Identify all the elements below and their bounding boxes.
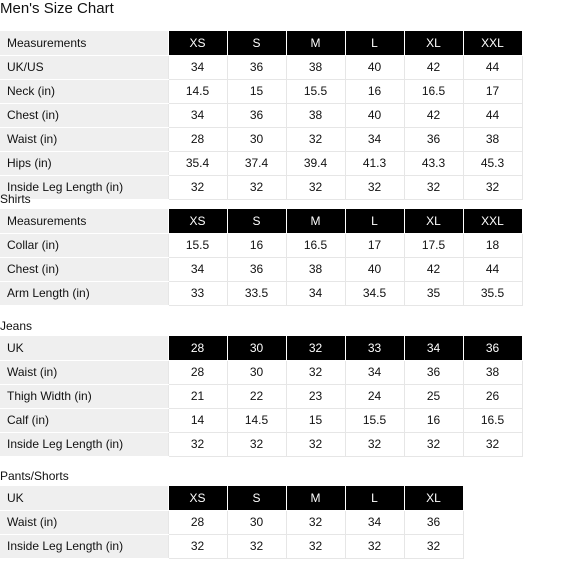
size-header: M [286, 209, 345, 233]
size-header: XS [168, 209, 227, 233]
size-header: XL [404, 209, 463, 233]
table-cell: 32 [227, 432, 286, 456]
header-label: Measurements [0, 209, 168, 233]
table-cell: 40 [345, 257, 404, 281]
table-row [0, 233, 522, 257]
size-header: L [345, 31, 404, 55]
table-cell: 32 [286, 432, 345, 456]
row-label: Inside Leg Length (in) [0, 432, 168, 456]
table-cell: 34.5 [345, 281, 404, 305]
table-cell: 21 [168, 384, 227, 408]
table-cell: 17 [345, 233, 404, 257]
table-cell: 38 [463, 127, 522, 151]
table-cell: 33 [168, 281, 227, 305]
table-cell: 32 [168, 432, 227, 456]
table-cell: 15.5 [286, 79, 345, 103]
size-table-pants-shorts [0, 486, 464, 559]
table-cell: 35.4 [168, 151, 227, 175]
header-label: UK [0, 336, 168, 360]
row-label: Arm Length (in) [0, 281, 168, 305]
table-cell: 24 [345, 384, 404, 408]
table-cell: 32 [286, 534, 345, 558]
table-cell: 38 [463, 360, 522, 384]
table-cell: 15.5 [345, 408, 404, 432]
row-label: Collar (in) [0, 233, 168, 257]
section-title-jeans: Jeans [0, 319, 33, 333]
size-header: XL [404, 486, 463, 510]
table-cell: 34 [168, 103, 227, 127]
table-cell: 28 [168, 510, 227, 534]
table-cell: 14.5 [168, 79, 227, 103]
table-cell: 30 [227, 360, 286, 384]
table-header-row [0, 336, 522, 360]
table-row [0, 257, 522, 281]
table-cell: 32 [168, 175, 227, 199]
table-row [0, 55, 522, 79]
table-cell: 16.5 [463, 408, 522, 432]
table-cell: 35 [404, 281, 463, 305]
table-cell: 41.3 [345, 151, 404, 175]
size-header: XL [404, 31, 463, 55]
table-cell: 36 [404, 127, 463, 151]
section-title-pants-shorts: Pants/Shorts [0, 469, 69, 483]
row-label: Chest (in) [0, 257, 168, 281]
table-cell: 37.4 [227, 151, 286, 175]
table-cell: 16.5 [404, 79, 463, 103]
table-row [0, 79, 522, 103]
table-cell: 44 [463, 257, 522, 281]
row-label: Waist (in) [0, 127, 168, 151]
table-cell: 30 [227, 127, 286, 151]
size-header: XXL [463, 209, 522, 233]
row-label: Inside Leg Length (in) [0, 534, 168, 558]
table-cell: 26 [463, 384, 522, 408]
table-row [0, 360, 522, 384]
table-header-row [0, 209, 522, 233]
table-cell: 36 [404, 510, 463, 534]
table-cell: 15 [227, 79, 286, 103]
table-cell: 32 [404, 175, 463, 199]
table-cell: 33.5 [227, 281, 286, 305]
table-cell: 32 [286, 360, 345, 384]
table-cell: 22 [227, 384, 286, 408]
table-cell: 43.3 [404, 151, 463, 175]
table-cell: 34 [345, 127, 404, 151]
table-cell: 32 [168, 534, 227, 558]
table-cell: 17 [463, 79, 522, 103]
page-title: Men's Size Chart [0, 0, 114, 17]
section-title-shirts: Shirts [0, 192, 31, 206]
table-row [0, 151, 522, 175]
table-row [0, 281, 522, 305]
table-cell: 34 [345, 510, 404, 534]
table-cell: 16 [404, 408, 463, 432]
table-header-row [0, 31, 522, 55]
table-cell: 40 [345, 55, 404, 79]
table-cell: 44 [463, 55, 522, 79]
table-cell: 32 [286, 127, 345, 151]
table-cell: 16 [227, 233, 286, 257]
table-cell: 23 [286, 384, 345, 408]
row-label: Thigh Width (in) [0, 384, 168, 408]
size-header: XS [168, 31, 227, 55]
table-cell: 36 [227, 55, 286, 79]
table-cell: 28 [168, 360, 227, 384]
table-header-row [0, 486, 463, 510]
table-cell: 32 [463, 175, 522, 199]
row-label: Waist (in) [0, 360, 168, 384]
table-cell: 15.5 [168, 233, 227, 257]
table-cell: 32 [286, 175, 345, 199]
table-cell: 32 [404, 432, 463, 456]
size-header: S [227, 209, 286, 233]
table-cell: 17.5 [404, 233, 463, 257]
size-header: 33 [345, 336, 404, 360]
table-cell: 16 [345, 79, 404, 103]
table-cell: 45.3 [463, 151, 522, 175]
size-header: S [227, 486, 286, 510]
size-header: 28 [168, 336, 227, 360]
row-label: Chest (in) [0, 103, 168, 127]
size-table-jeans [0, 336, 523, 457]
table-cell: 15 [286, 408, 345, 432]
header-label: Measurements [0, 31, 168, 55]
size-header: 32 [286, 336, 345, 360]
table-cell: 14 [168, 408, 227, 432]
table-cell: 14.5 [227, 408, 286, 432]
table-cell: 34 [286, 281, 345, 305]
table-cell: 32 [463, 432, 522, 456]
size-table-general [0, 31, 523, 200]
table-cell: 42 [404, 257, 463, 281]
size-header: M [286, 31, 345, 55]
table-cell: 36 [227, 103, 286, 127]
table-row [0, 175, 522, 199]
table-row [0, 127, 522, 151]
table-cell: 32 [404, 534, 463, 558]
row-label: Neck (in) [0, 79, 168, 103]
table-cell: 36 [227, 257, 286, 281]
row-label: Hips (in) [0, 151, 168, 175]
size-header: XS [168, 486, 227, 510]
table-cell: 35.5 [463, 281, 522, 305]
table-cell: 38 [286, 55, 345, 79]
size-header: 34 [404, 336, 463, 360]
size-table-shirts [0, 209, 523, 306]
table-cell: 34 [345, 360, 404, 384]
table-cell: 42 [404, 55, 463, 79]
table-cell: 32 [345, 175, 404, 199]
table-cell: 30 [227, 510, 286, 534]
row-label: Waist (in) [0, 510, 168, 534]
table-row [0, 432, 522, 456]
table-cell: 38 [286, 103, 345, 127]
table-cell: 32 [286, 510, 345, 534]
table-row [0, 384, 522, 408]
size-header: L [345, 209, 404, 233]
header-label: UK [0, 486, 168, 510]
table-cell: 42 [404, 103, 463, 127]
table-cell: 25 [404, 384, 463, 408]
table-cell: 32 [345, 534, 404, 558]
row-label: UK/US [0, 55, 168, 79]
table-cell: 32 [345, 432, 404, 456]
table-cell: 36 [404, 360, 463, 384]
table-cell: 34 [168, 257, 227, 281]
table-cell: 39.4 [286, 151, 345, 175]
row-label: Inside Leg Length (in) [0, 175, 168, 199]
table-cell: 38 [286, 257, 345, 281]
size-header: M [286, 486, 345, 510]
size-header: 30 [227, 336, 286, 360]
table-cell: 18 [463, 233, 522, 257]
table-cell: 40 [345, 103, 404, 127]
table-cell: 32 [227, 534, 286, 558]
size-header: S [227, 31, 286, 55]
size-header: L [345, 486, 404, 510]
table-row [0, 103, 522, 127]
size-header: 36 [463, 336, 522, 360]
table-cell: 32 [227, 175, 286, 199]
table-cell: 44 [463, 103, 522, 127]
table-cell: 16.5 [286, 233, 345, 257]
table-cell: 34 [168, 55, 227, 79]
table-row [0, 510, 463, 534]
table-cell: 28 [168, 127, 227, 151]
row-label: Calf (in) [0, 408, 168, 432]
table-row [0, 408, 522, 432]
size-header: XXL [463, 31, 522, 55]
table-row [0, 534, 463, 558]
